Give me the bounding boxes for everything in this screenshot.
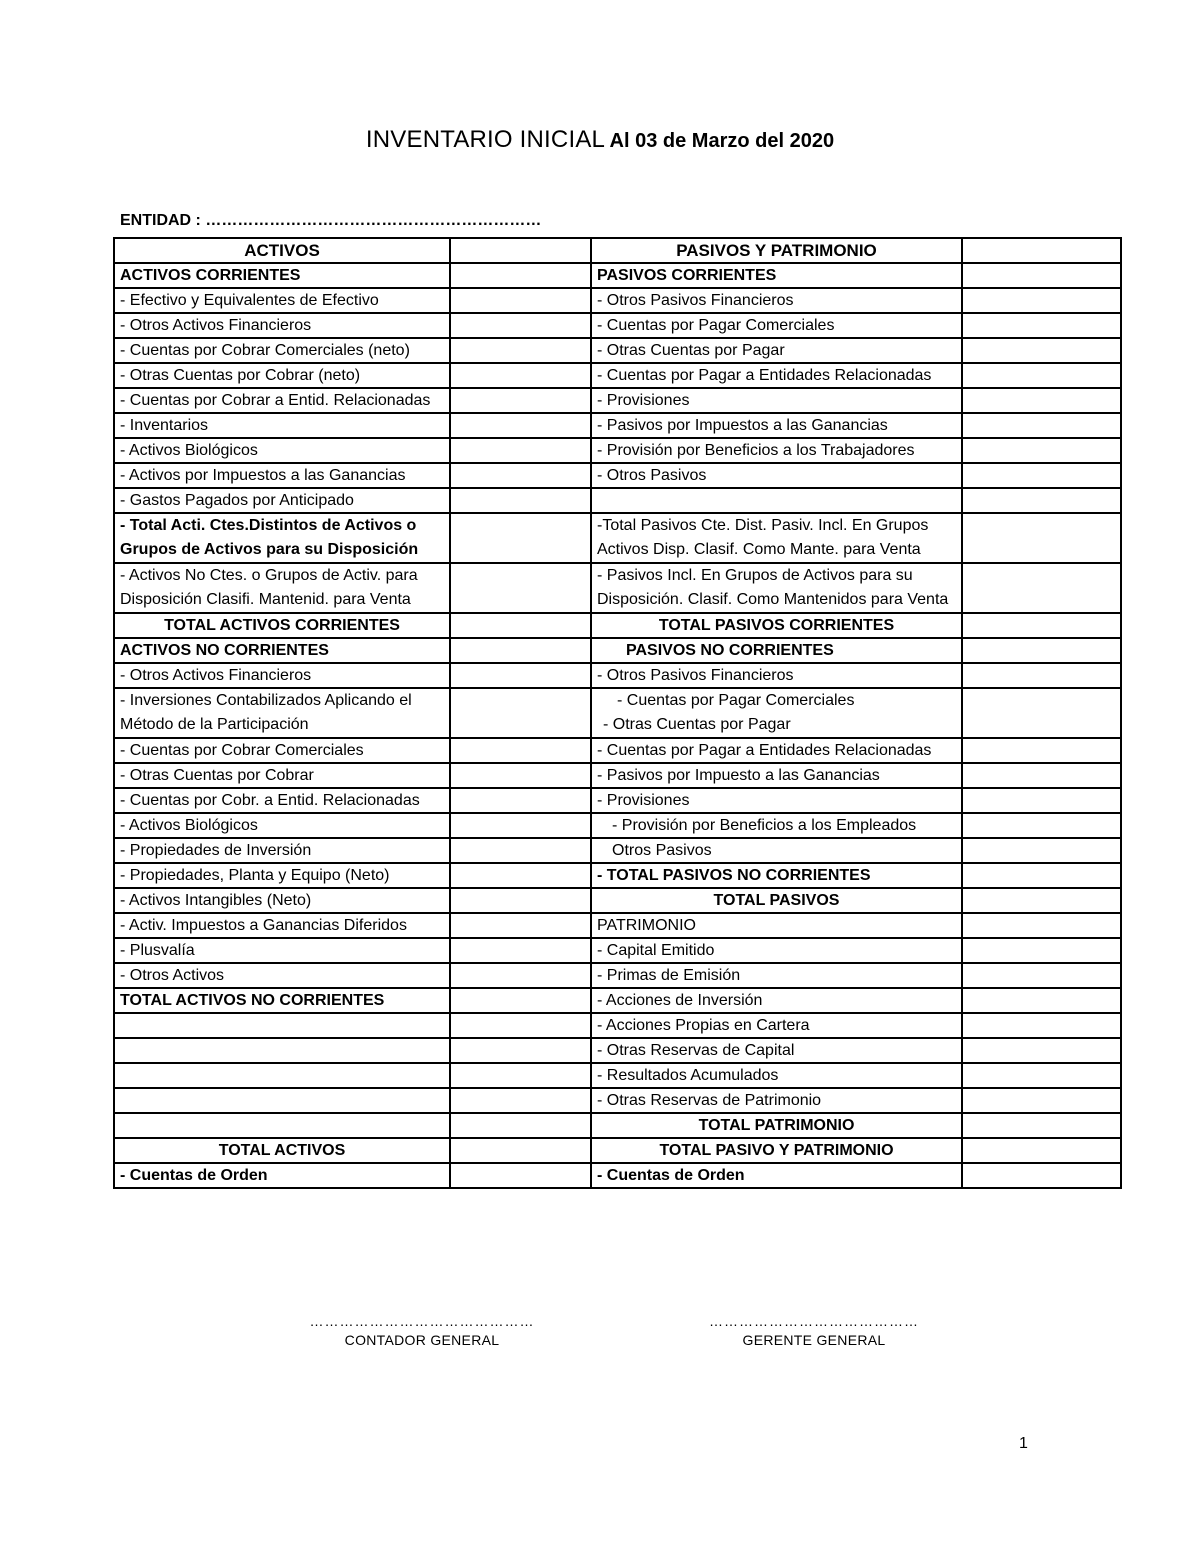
amount-cell <box>962 788 1121 813</box>
table-header-row <box>114 238 1121 263</box>
account-label: - Cuentas de Orden <box>114 1163 450 1188</box>
amount-cell <box>962 738 1121 763</box>
account-label: - Activos Intangibles (Neto) <box>114 888 450 913</box>
account-label: - Total Acti. Ctes.Distintos de Activos o Grupos de Activos para su Disposición <box>114 513 450 563</box>
account-label: - Otros Activos <box>114 963 450 988</box>
amount-cell <box>962 638 1121 663</box>
table-row <box>114 1138 1121 1163</box>
account-label: - Otras Cuentas por Pagar <box>591 338 962 363</box>
account-label: - Activos No Ctes. o Grupos de Activ. para Disposición Clasifi. Mantenid. para Venta <box>114 563 450 613</box>
total-label: TOTAL PASIVOS CORRIENTES <box>591 613 962 638</box>
account-label: - Cuentas por Cobrar Comerciales <box>114 738 450 763</box>
account-label: - Inversiones Contabilizados Aplicando el Método de la Participación <box>114 688 450 738</box>
account-label: - Otros Pasivos Financieros <box>591 288 962 313</box>
amount-cell <box>450 363 591 388</box>
table-row <box>114 913 1121 938</box>
amount-cell <box>962 688 1121 738</box>
account-label: - Activos Biológicos <box>114 438 450 463</box>
signature-label: GERENTE GENERAL <box>742 1332 886 1348</box>
account-label: - Propiedades de Inversión <box>114 838 450 863</box>
amount-cell <box>450 988 591 1013</box>
amount-cell <box>450 438 591 463</box>
account-label: Otros Pasivos <box>591 838 962 863</box>
account-label <box>114 1088 450 1113</box>
amount-cell <box>450 1113 591 1138</box>
total-label: TOTAL ACTIVOS CORRIENTES <box>114 613 450 638</box>
table-row <box>114 638 1121 663</box>
table-row <box>114 763 1121 788</box>
account-label: - Pasivos por Impuesto a las Ganancias <box>591 763 962 788</box>
amount-cell <box>450 288 591 313</box>
amount-cell <box>450 513 591 563</box>
account-label: - Activos Biológicos <box>114 813 450 838</box>
amount-cell <box>450 738 591 763</box>
amount-cell <box>450 763 591 788</box>
page-number: 1 <box>1019 1435 1028 1452</box>
amount-cell <box>450 963 591 988</box>
table-row <box>114 363 1121 388</box>
account-label <box>114 1013 450 1038</box>
amount-cell <box>450 663 591 688</box>
amount-cell <box>962 388 1121 413</box>
amount-cell <box>450 913 591 938</box>
total-label: TOTAL ACTIVOS <box>114 1138 450 1163</box>
total-label: - TOTAL PASIVOS NO CORRIENTES <box>591 863 962 888</box>
amount-cell <box>962 488 1121 513</box>
amount-cell <box>962 1138 1121 1163</box>
amount-cell <box>962 288 1121 313</box>
table-row <box>114 1013 1121 1038</box>
amount-cell <box>962 463 1121 488</box>
account-label <box>114 1063 450 1088</box>
page-title <box>0 126 1200 154</box>
amount-cell <box>962 438 1121 463</box>
amount-cell <box>450 463 591 488</box>
amount-cell <box>450 838 591 863</box>
amount-cell <box>450 1038 591 1063</box>
amount-cell <box>962 563 1121 613</box>
table-row <box>114 788 1121 813</box>
table-row <box>114 613 1121 638</box>
table-row <box>114 338 1121 363</box>
account-label: - Pasivos por Impuestos a las Ganancias <box>591 413 962 438</box>
table-row <box>114 1088 1121 1113</box>
account-label: - Activos por Impuestos a las Ganancias <box>114 463 450 488</box>
amount-cell <box>962 238 1121 263</box>
account-label: - Capital Emitido <box>591 938 962 963</box>
account-sublabel: - Otras Cuentas por Pagar <box>603 716 791 733</box>
amount-cell <box>450 813 591 838</box>
amount-cell <box>450 238 591 263</box>
amount-cell <box>962 363 1121 388</box>
account-label: - Otros Pasivos Financieros <box>591 663 962 688</box>
amount-cell <box>962 1113 1121 1138</box>
table-row <box>114 863 1121 888</box>
account-label: - Primas de Emisión <box>591 963 962 988</box>
account-label: - Otros Activos Financieros <box>114 663 450 688</box>
table-row <box>114 413 1121 438</box>
amount-cell <box>450 688 591 738</box>
account-label: - Activ. Impuestos a Ganancias Diferidos <box>114 913 450 938</box>
account-label: - Acciones Propias en Cartera <box>591 1013 962 1038</box>
account-label: - Otras Cuentas por Cobrar <box>114 763 450 788</box>
amount-cell <box>450 613 591 638</box>
amount-cell <box>962 913 1121 938</box>
account-label: - Cuentas por Cobrar a Entid. Relacionadas <box>114 388 450 413</box>
amount-cell <box>962 888 1121 913</box>
amount-cell <box>450 1013 591 1038</box>
amount-cell <box>450 788 591 813</box>
account-label: - Otras Reservas de Capital <box>591 1038 962 1063</box>
section-heading: PASIVOS NO CORRIENTES <box>591 638 962 663</box>
signature-line: ……………………………………… <box>309 1313 535 1329</box>
amount-cell <box>450 938 591 963</box>
amount-cell <box>450 1138 591 1163</box>
account-label: - Efectivo y Equivalentes de Efectivo <box>114 288 450 313</box>
table-row <box>114 838 1121 863</box>
account-label: - Propiedades, Planta y Equipo (Neto) <box>114 863 450 888</box>
table-row <box>114 463 1121 488</box>
account-label: - Cuentas por Pagar a Entidades Relacionadas <box>591 363 962 388</box>
amount-cell <box>450 1163 591 1188</box>
table-row <box>114 263 1121 288</box>
amount-cell <box>450 638 591 663</box>
table-row <box>114 738 1121 763</box>
section-heading: PASIVOS CORRIENTES <box>591 263 962 288</box>
table-row <box>114 1163 1121 1188</box>
table-row <box>114 988 1121 1013</box>
signature-gerente <box>694 1314 934 1348</box>
account-label <box>114 1113 450 1138</box>
amount-cell <box>962 838 1121 863</box>
amount-cell <box>962 313 1121 338</box>
amount-cell <box>962 663 1121 688</box>
amount-cell <box>962 1088 1121 1113</box>
signature-line: …………………………………… <box>709 1313 919 1329</box>
amount-cell <box>962 1013 1121 1038</box>
table-row <box>114 663 1121 688</box>
table-row <box>114 1113 1121 1138</box>
table-row <box>114 888 1121 913</box>
table-row <box>114 563 1121 613</box>
table-row <box>114 438 1121 463</box>
table-row <box>114 963 1121 988</box>
account-label: - Provisión por Beneficios a los Trabajadores <box>591 438 962 463</box>
table-row <box>114 513 1121 563</box>
amount-cell <box>962 763 1121 788</box>
table-row <box>114 688 1121 738</box>
section-heading: ACTIVOS CORRIENTES <box>114 263 450 288</box>
signature-contador <box>302 1314 542 1348</box>
total-label: TOTAL ACTIVOS NO CORRIENTES <box>114 988 450 1013</box>
header-pasivos-patrimonio: PASIVOS Y PATRIMONIO <box>591 238 962 263</box>
account-label: - Resultados Acumulados <box>591 1063 962 1088</box>
account-label: - Provisiones <box>591 388 962 413</box>
account-label: - Provisiones <box>591 788 962 813</box>
entity-field: ENTIDAD : ……………………………………………………… <box>120 212 542 229</box>
account-label: - Pasivos Incl. En Grupos de Activos para su Disposición. Clasif. Como Mantenidos para Venta <box>591 563 962 613</box>
title-main: INVENTARIO INICIAL <box>365 126 606 153</box>
account-label: - Cuentas de Orden <box>591 1163 962 1188</box>
account-label: - Plusvalía <box>114 938 450 963</box>
account-label: - Otros Pasivos <box>591 463 962 488</box>
total-label: TOTAL PASIVO Y PATRIMONIO <box>591 1138 962 1163</box>
account-label <box>591 688 962 738</box>
total-label: TOTAL PATRIMONIO <box>591 1113 962 1138</box>
table-row <box>114 938 1121 963</box>
account-label: - Provisión por Beneficios a los Empleados <box>591 813 962 838</box>
table-row <box>114 1038 1121 1063</box>
table-row <box>114 813 1121 838</box>
signature-label: CONTADOR GENERAL <box>344 1332 500 1348</box>
amount-cell <box>450 563 591 613</box>
account-label: - Gastos Pagados por Anticipado <box>114 488 450 513</box>
amount-cell <box>450 488 591 513</box>
account-label: - Otras Cuentas por Cobrar (neto) <box>114 363 450 388</box>
amount-cell <box>962 1063 1121 1088</box>
amount-cell <box>450 1088 591 1113</box>
table-row <box>114 488 1121 513</box>
amount-cell <box>450 863 591 888</box>
account-label: - Cuentas por Pagar a Entidades Relacionadas <box>591 738 962 763</box>
section-heading: ACTIVOS NO CORRIENTES <box>114 638 450 663</box>
amount-cell <box>962 338 1121 363</box>
account-label: -Total Pasivos Cte. Dist. Pasiv. Incl. En Grupos Activos Disp. Clasif. Como Mante. para Venta <box>591 513 962 563</box>
account-label: - Acciones de Inversión <box>591 988 962 1013</box>
amount-cell <box>962 963 1121 988</box>
account-label <box>591 488 962 513</box>
inventory-table <box>113 237 1122 1189</box>
amount-cell <box>450 888 591 913</box>
account-label: - Cuentas por Cobr. a Entid. Relacionadas <box>114 788 450 813</box>
table-row <box>114 388 1121 413</box>
amount-cell <box>450 338 591 363</box>
amount-cell <box>962 813 1121 838</box>
amount-cell <box>450 388 591 413</box>
amount-cell <box>962 863 1121 888</box>
title-date: Al 03 de Marzo del 2020 <box>609 130 835 152</box>
account-label: - Cuentas por Cobrar Comerciales (neto) <box>114 338 450 363</box>
amount-cell <box>962 613 1121 638</box>
account-label: - Inventarios <box>114 413 450 438</box>
account-label: - Otros Activos Financieros <box>114 313 450 338</box>
amount-cell <box>450 1063 591 1088</box>
amount-cell <box>450 313 591 338</box>
amount-cell <box>962 988 1121 1013</box>
amount-cell <box>962 1038 1121 1063</box>
table-row <box>114 313 1121 338</box>
table-row <box>114 288 1121 313</box>
amount-cell <box>962 513 1121 563</box>
account-label <box>114 1038 450 1063</box>
amount-cell <box>962 938 1121 963</box>
amount-cell <box>962 1163 1121 1188</box>
amount-cell <box>450 263 591 288</box>
table-row <box>114 1063 1121 1088</box>
account-sublabel: - Cuentas por Pagar Comerciales <box>617 692 855 709</box>
account-label: - Cuentas por Pagar Comerciales <box>591 313 962 338</box>
amount-cell <box>962 413 1121 438</box>
total-label: TOTAL PASIVOS <box>591 888 962 913</box>
header-activos: ACTIVOS <box>114 238 450 263</box>
section-heading: PATRIMONIO <box>591 913 962 938</box>
amount-cell <box>962 263 1121 288</box>
account-label: - Otras Reservas de Patrimonio <box>591 1088 962 1113</box>
amount-cell <box>450 413 591 438</box>
